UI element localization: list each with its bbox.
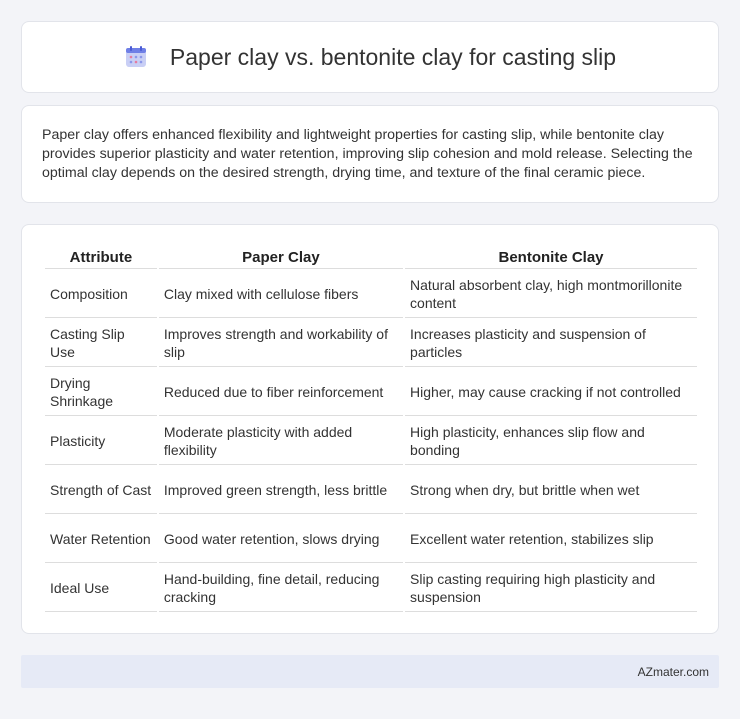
cell-bentonite-clay: Slip casting requiring high plasticity and suspension bbox=[405, 565, 697, 612]
table-row bbox=[45, 467, 697, 514]
comparison-table bbox=[43, 245, 699, 614]
cell-bentonite-clay: High plasticity, enhances slip flow and bonding bbox=[405, 418, 697, 465]
cell-paper-clay: Improved green strength, less brittle bbox=[159, 467, 403, 514]
table-row bbox=[45, 565, 697, 612]
header-paper-clay: Paper Clay bbox=[159, 247, 403, 269]
cell-bentonite-clay: Increases plasticity and suspension of particles bbox=[405, 320, 697, 367]
table-row bbox=[45, 320, 697, 367]
table-row bbox=[45, 418, 697, 465]
cell-attribute: Ideal Use bbox=[45, 565, 157, 612]
calendar-icon bbox=[124, 45, 148, 69]
footer-site-label: AZmater.com bbox=[637, 664, 709, 679]
cell-attribute: Water Retention bbox=[45, 516, 157, 563]
cell-paper-clay: Good water retention, slows drying bbox=[159, 516, 403, 563]
intro-card bbox=[21, 105, 719, 203]
cell-attribute: Casting Slip Use bbox=[45, 320, 157, 367]
cell-paper-clay: Moderate plasticity with added flexibility bbox=[159, 418, 403, 465]
cell-bentonite-clay: Natural absorbent clay, high montmorillonite content bbox=[405, 271, 697, 318]
header-bentonite-clay: Bentonite Clay bbox=[405, 247, 697, 269]
cell-attribute: Drying Shrinkage bbox=[45, 369, 157, 416]
footer bbox=[21, 655, 719, 688]
cell-attribute: Strength of Cast bbox=[45, 467, 157, 514]
cell-attribute: Plasticity bbox=[45, 418, 157, 465]
cell-paper-clay: Clay mixed with cellulose fibers bbox=[159, 271, 403, 318]
table-row bbox=[45, 516, 697, 563]
cell-paper-clay: Improves strength and workability of slip bbox=[159, 320, 403, 367]
table-row bbox=[45, 369, 697, 416]
cell-paper-clay: Reduced due to fiber reinforcement bbox=[159, 369, 403, 416]
cell-bentonite-clay: Excellent water retention, stabilizes slip bbox=[405, 516, 697, 563]
table-card bbox=[21, 224, 719, 634]
cell-bentonite-clay: Higher, may cause cracking if not controlled bbox=[405, 369, 697, 416]
page-title: Paper clay vs. bentonite clay for casting slip bbox=[169, 43, 617, 70]
table-header-row bbox=[45, 247, 697, 269]
header-attribute: Attribute bbox=[45, 247, 157, 269]
title-card bbox=[21, 21, 719, 93]
intro-text: Paper clay offers enhanced flexibility and lightweight properties for casting slip, while bentonite clay provides superior plasticity and water retention, improving slip cohesion and mold release. Selecting the optimal clay depends on the desired strength, drying time, and texture of the final ceramic piece. bbox=[42, 127, 693, 181]
cell-paper-clay: Hand-building, fine detail, reducing cracking bbox=[159, 565, 403, 612]
table-row bbox=[45, 271, 697, 318]
cell-bentonite-clay: Strong when dry, but brittle when wet bbox=[405, 467, 697, 514]
cell-attribute: Composition bbox=[45, 271, 157, 318]
